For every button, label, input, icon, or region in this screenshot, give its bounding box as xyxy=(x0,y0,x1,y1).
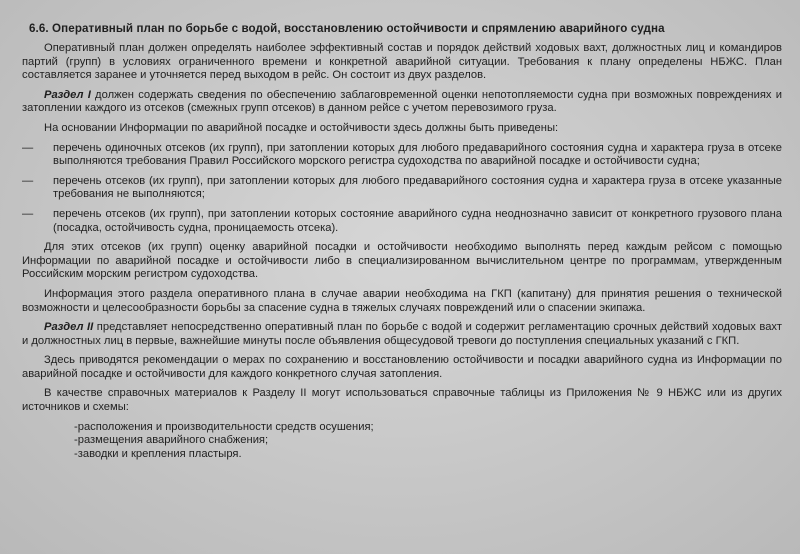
information-paragraph: Информация этого раздела оперативного плана в случае аварии необходима на ГКП (капитану) для принятия решения о технической возможности и целесообразности борьбы за спасение судна в тяжелых случаях повреждений или о спасении экипажа. xyxy=(22,287,782,314)
dash-marker: — xyxy=(22,174,34,187)
dash-list-item xyxy=(22,175,782,202)
schemes-list xyxy=(74,421,782,462)
dash-list-item xyxy=(22,142,782,169)
dash-list-item-text: перечень одиночных отсеков (их групп), при затоплении которых для любого предаварийного состояния судна и характера груза в отсеке выполняются требования Правил Российского морского регистра судоходства по аварийной посадке и остойчивости судна; xyxy=(53,141,782,168)
recommendations-paragraph: Здесь приводятся рекомендации о мерах по сохранению и восстановлению остойчивости и посадки аварийного судна из Информации по аварийной посадке и остойчивости для каждого конкретного случая затопления. xyxy=(22,354,782,380)
compartments-paragraph: Для этих отсеков (их групп) оценку аварийной посадки и остойчивости необходимо выполнять перед каждым рейсом с помощью Информации по аварийной посадке и остойчивости либо в специализированном вычислительном центре по программам, утвержденным Российским морским регистром судоходства. xyxy=(22,241,782,281)
document-body xyxy=(22,42,782,461)
section-one-label: Раздел I xyxy=(44,88,91,101)
list-item: -расположения и производительности средств осушения; xyxy=(74,420,374,433)
section-one-paragraph xyxy=(22,89,782,116)
dash-marker: — xyxy=(22,207,34,220)
dash-list-item-text: перечень отсеков (их групп), при затоплении которых для любого предаварийного состояния судна и характера груза в отсеке указанные требования не выполняются; xyxy=(53,174,782,201)
dash-list-item xyxy=(22,208,782,235)
intro-paragraph: Оперативный план должен определять наиболее эффективный состав и порядок действий ходовых вахт, должностных лиц и командиров партий (групп) в условиях ограниченного времени и конкретной аварийной ситуации. Требования к плану определены НБЖС. План составляется заранее и уточняется перед выходом в рейс. Он состоит из двух разделов. xyxy=(22,42,782,82)
section-title: 6.6. Оперативный план по борьбе с водой, восстановлению остойчивости и спрямлению аварийного судна xyxy=(29,22,665,35)
section-two-paragraph xyxy=(22,321,782,348)
list-item: -заводки и крепления пластыря. xyxy=(74,447,242,460)
section-one-text: должен содержать сведения по обеспечению заблаговременной оценки непотопляемости судна при возможных повреждениях и затоплении каждого из отсеков (смежных групп отсеков) в данном рейсе с учетом перевозимого груза. xyxy=(22,88,782,115)
section-two-text: представляет непосредственно оперативный план по борьбе с водой и содержит регламентацию срочных действий ходовых вахт и должностных лиц в первые, важнейшие минуты после объявления общесудовой тревоги до поступления специальных указаний с ГКП. xyxy=(22,321,783,347)
basis-paragraph: На основании Информации по аварийной посадке и остойчивости здесь должны быть приведены: xyxy=(44,121,559,134)
dash-list-item-text: перечень отсеков (их групп), при затоплении которых состояние аварийного судна неоднозначно зависит от конкретного грузового плана (посадка, остойчивость судна, проницаемость отсека). xyxy=(53,207,782,234)
dash-marker: — xyxy=(22,141,34,154)
reference-paragraph: В качестве справочных материалов к Разделу II могут использоваться справочные таблицы из Приложения № 9 НБЖС или из других источников и схемы: xyxy=(22,387,782,414)
list-item: -размещения аварийного снабжения; xyxy=(74,434,269,447)
section-two-label: Раздел II xyxy=(44,321,94,334)
